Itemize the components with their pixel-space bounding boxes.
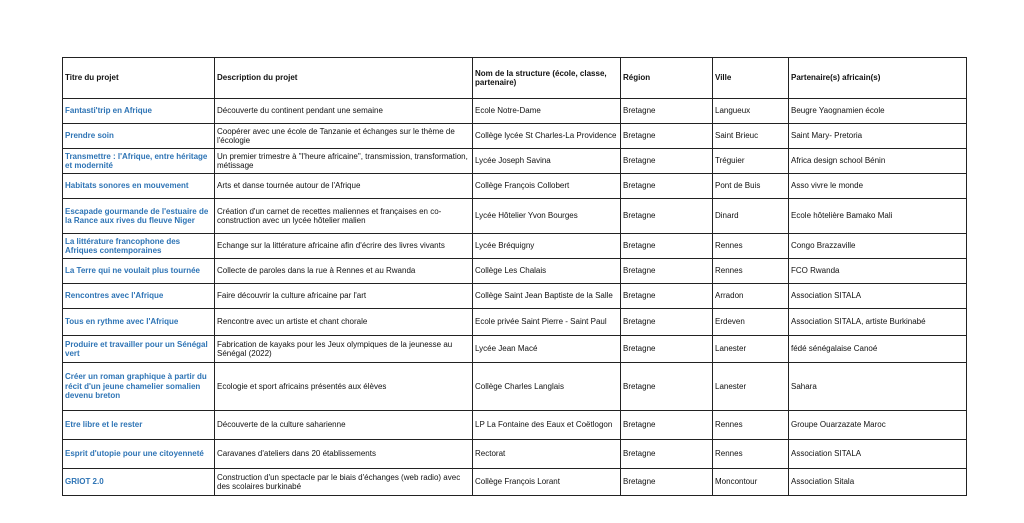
project-description: Découverte du continent pendant une semaine [215, 99, 473, 124]
project-region: Bretagne [621, 284, 713, 309]
table-row [63, 199, 967, 234]
table-row [63, 234, 967, 259]
header-city: Ville [713, 58, 789, 99]
project-partners: Groupe Ouarzazate Maroc [789, 411, 967, 440]
project-title: Prendre soin [63, 124, 215, 149]
project-city: Lanester [713, 336, 789, 363]
project-partners: Association Sitala [789, 469, 967, 496]
project-structure: Ecole Notre-Dame [473, 99, 621, 124]
project-region: Bretagne [621, 411, 713, 440]
project-partners: Association SITALA [789, 440, 967, 469]
table-row [63, 440, 967, 469]
table-row [63, 259, 967, 284]
table-header-row [63, 58, 967, 99]
header-structure: Nom de la structure (école, classe, partenaire) [473, 58, 621, 99]
project-structure: Collège Les Chalais [473, 259, 621, 284]
project-title: Escapade gourmande de l'estuaire de la Rance aux rives du fleuve Niger [63, 199, 215, 234]
project-title: Esprit d'utopie pour une citoyenneté [63, 440, 215, 469]
project-partners: Asso vivre le monde [789, 174, 967, 199]
project-structure: Rectorat [473, 440, 621, 469]
table-row [63, 309, 967, 336]
project-region: Bretagne [621, 309, 713, 336]
project-region: Bretagne [621, 149, 713, 174]
project-description: Echange sur la littérature africaine afin d'écrire des livres vivants [215, 234, 473, 259]
project-title: Produire et travailler pour un Sénégal vert [63, 336, 215, 363]
project-title: Tous en rythme avec l'Afrique [63, 309, 215, 336]
project-city: Langueux [713, 99, 789, 124]
project-city: Rennes [713, 234, 789, 259]
table-row [63, 469, 967, 496]
table-row [63, 99, 967, 124]
project-region: Bretagne [621, 336, 713, 363]
project-city: Arradon [713, 284, 789, 309]
project-region: Bretagne [621, 99, 713, 124]
project-structure: LP La Fontaine des Eaux et Coëtlogon [473, 411, 621, 440]
project-city: Rennes [713, 440, 789, 469]
project-description: Construction d'un spectacle par le biais d'échanges (web radio) avec des scolaires burkinabé [215, 469, 473, 496]
project-structure: Collège lycée St Charles-La Providence [473, 124, 621, 149]
project-description: Coopérer avec une école de Tanzanie et échanges sur le thème de l'écologie [215, 124, 473, 149]
project-city: Pont de Buis [713, 174, 789, 199]
project-region: Bretagne [621, 174, 713, 199]
project-description: Faire découvrir la culture africaine par l'art [215, 284, 473, 309]
project-region: Bretagne [621, 199, 713, 234]
project-description: Un premier trimestre à "l'heure africaine", transmission, transformation, métissage [215, 149, 473, 174]
project-title: La littérature francophone des Afriques contemporaines [63, 234, 215, 259]
header-region: Région [621, 58, 713, 99]
project-title: Etre libre et le rester [63, 411, 215, 440]
project-region: Bretagne [621, 363, 713, 411]
project-city: Lanester [713, 363, 789, 411]
project-title: Rencontres avec l'Afrique [63, 284, 215, 309]
project-partners: Association SITALA [789, 284, 967, 309]
project-city: Rennes [713, 411, 789, 440]
project-structure: Lycée Bréquigny [473, 234, 621, 259]
header-description: Description du projet [215, 58, 473, 99]
project-description: Collecte de paroles dans la rue à Rennes et au Rwanda [215, 259, 473, 284]
project-title: Fantasti'trip en Afrique [63, 99, 215, 124]
project-region: Bretagne [621, 234, 713, 259]
project-title: Transmettre : l'Afrique, entre héritage et modernité [63, 149, 215, 174]
project-partners: Africa design school Bénin [789, 149, 967, 174]
project-description: Découverte de la culture saharienne [215, 411, 473, 440]
project-partners: Saint Mary- Pretoria [789, 124, 967, 149]
header-partners: Partenaire(s) africain(s) [789, 58, 967, 99]
project-description: Création d'un carnet de recettes maliennes et françaises en co-construction avec un lycée hôtelier malien [215, 199, 473, 234]
project-description: Caravanes d'ateliers dans 20 établissements [215, 440, 473, 469]
project-city: Saint Brieuc [713, 124, 789, 149]
project-partners: fédé sénégalaise Canoé [789, 336, 967, 363]
project-structure: Collège François Collobert [473, 174, 621, 199]
project-structure: Collège Charles Langlais [473, 363, 621, 411]
project-city: Moncontour [713, 469, 789, 496]
project-city: Erdeven [713, 309, 789, 336]
project-partners: Association SITALA, artiste Burkinabé [789, 309, 967, 336]
project-partners: Sahara [789, 363, 967, 411]
project-title: Habitats sonores en mouvement [63, 174, 215, 199]
project-structure: Collège François Lorant [473, 469, 621, 496]
project-partners: Ecole hôtelière Bamako Mali [789, 199, 967, 234]
project-structure: Lycée Jean Macé [473, 336, 621, 363]
table-row [63, 284, 967, 309]
project-title: Créer un roman graphique à partir du récit d'un jeune chamelier somalien devenu breton [63, 363, 215, 411]
project-partners: Beugre Yaognamien école [789, 99, 967, 124]
project-partners: FCO Rwanda [789, 259, 967, 284]
projects-table [62, 57, 967, 496]
table-row [63, 174, 967, 199]
project-title: La Terre qui ne voulait plus tournée [63, 259, 215, 284]
header-title: Titre du projet [63, 58, 215, 99]
project-city: Dinard [713, 199, 789, 234]
project-structure: Lycée Hôtelier Yvon Bourges [473, 199, 621, 234]
project-structure: Lycée Joseph Savina [473, 149, 621, 174]
projects-sheet [62, 57, 966, 496]
table-row [63, 336, 967, 363]
project-structure: Ecole privée Saint Pierre - Saint Paul [473, 309, 621, 336]
project-description: Arts et danse tournée autour de l'Afrique [215, 174, 473, 199]
project-region: Bretagne [621, 124, 713, 149]
project-description: Fabrication de kayaks pour les Jeux olympiques de la jeunesse au Sénégal (2022) [215, 336, 473, 363]
project-city: Rennes [713, 259, 789, 284]
project-region: Bretagne [621, 469, 713, 496]
project-region: Bretagne [621, 259, 713, 284]
project-description: Ecologie et sport africains présentés aux élèves [215, 363, 473, 411]
table-row [63, 124, 967, 149]
table-row [63, 363, 967, 411]
table-row [63, 411, 967, 440]
project-city: Tréguier [713, 149, 789, 174]
project-structure: Collège Saint Jean Baptiste de la Salle [473, 284, 621, 309]
project-region: Bretagne [621, 440, 713, 469]
project-partners: Congo Brazzaville [789, 234, 967, 259]
project-title: GRIOT 2.0 [63, 469, 215, 496]
table-row [63, 149, 967, 174]
project-description: Rencontre avec un artiste et chant chorale [215, 309, 473, 336]
